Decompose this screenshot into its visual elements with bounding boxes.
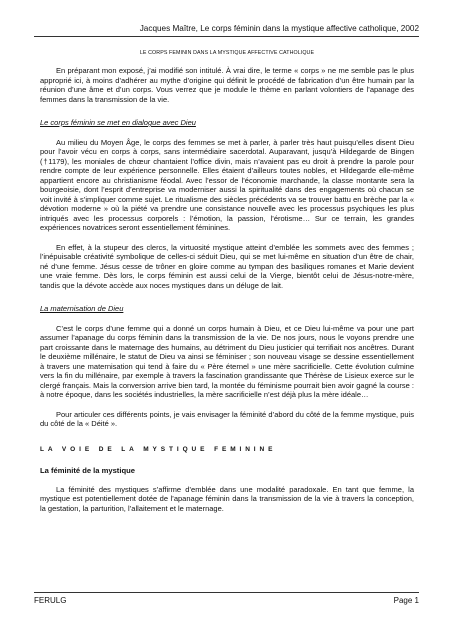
paragraph-feminite: La féminité des mystiques s’affirme d’emblée dans une modalité paradoxale. En tant que femme, la mystique est potentiellement dotée de l’apanage féminin dans la transmission de la vie à travers la conception, la gestation, la parturition, l’allaitement et le maternage. [40, 484, 414, 513]
paragraph-stupeur-clercs: En effet, à la stupeur des clercs, la virtuosité mystique atteint d’emblée les sommets avec des femmes ; l’inépuisable créativité symbolique de celles-ci séduit Dieu, qui se met lui-même en situation d’un être de chair, né d’une femme. Jésus cesse de trôner en gloire comme au tympan des basiliques romanes et Marie devient une vraie femme. Dès lors, le corps féminin est aussi celui de la Vierge, bientôt celui de Jésus-notre-mère, tandis que la dévote accède aux noces mystiques dans un déluge de lait. [40, 242, 414, 290]
running-header: Jacques Maître, Le corps féminin dans la mystique affective catholique, 2002 [34, 24, 419, 37]
page-footer [34, 592, 419, 605]
section-title: LE CORPS FEMININ DANS LA MYSTIQUE AFFECTIVE CATHOLIQUE [139, 50, 315, 56]
footer-organization: FERULG [34, 596, 67, 605]
paragraph-moyen-age: Au milieu du Moyen Âge, le corps des femmes se met à parler, à parler très haut puisqu’elles disent Dieu pour l’avoir vécu en corps à corps, sans intermédiaire sacerdotal. Auparavant, jusqu’à Hildegarde de Bingen (†1179), les moniales de chœur chantaient l’office divin, mais n’avaient pas eu droit à prendre la parole pour rendre compte de leur expérience personnelle. Elles étaient d’ailleurs toutes nobles, et Hildegarde elle-même appartient encore au christianisme féodal. Avec l’essor de l’économie marchande, la classe montante sera la bourgeoisie, dont l’esprit d’entreprise va moderniser aussi la spiritualité dans des engagements où chacun se voit invité à s’impliquer comme sujet. Le ritualisme des siècles précédents va se trouver battu en brèche par la « dévotion moderne » où la piété va prendre une consistance nouvelle avec les processus psychiques les plus intriqués avec les processus corporels : l’émotion, la passion, l’érotisme… Sur ce terrain, les grandes expériences novatrices seront essentiellement féminines. [40, 137, 414, 232]
paragraph-corps-femme: C’est le corps d’une femme qui a donné un corps humain à Dieu, et ce Dieu lui-même va pour une part assumer l’apanage du corps féminin dans la transmission de la vie. De nos jours, nous le voyons prendre une part croissante dans le maternage des humains, au détriment du Dieu justicier qui terrifiait nos ancêtres. Durant le deuxième millénaire, le statut de Dieu va ainsi se féminiser ; son nouveau visage se dessine essentiellement à travers une maternisation qui tend à faire du « Père éternel » une mère sacrificielle. Cette évolution culmine vers la fin du millénaire, par exemple à travers la fascination grandissante que Thérèse de Lisieux exerce sur le clergé français. Mais la conversion arrive bien tard, la montée du féminisme pourrait bien avoir gagné la course : à notre époque, dans les sociétés industrielles, la mère sacrificielle n’est déjà plus la mère idéale… [40, 323, 414, 399]
section-heading-voie-mystique: LA VOIE DE LA MYSTIQUE FEMININE [40, 445, 277, 453]
heading-feminite-mystique: La féminité de la mystique [40, 465, 135, 475]
page-body [40, 50, 414, 513]
page-number: Page 1 [393, 596, 419, 605]
subheading-dialogue: Le corps féminin se met en dialogue avec Dieu [40, 118, 196, 127]
paragraph-articuler: Pour articuler ces différents points, je vais envisager la féminité d’abord du côté de la femme mystique, puis du côté de la « Déité ». [40, 409, 414, 428]
intro-paragraph: En préparant mon exposé, j’ai modifié son intitulé. À vrai dire, le terme « corps » ne me semble pas le plus approprié ici, à moins d’adhérer au mythe d’origine qui définit le procédé de fabrication d’un être humain par la réunion d’une âme et d’un corps. Vous verrez que je module le thème en parlant volontiers de l’apanage des femmes dans la transmission de la vie. [40, 66, 414, 104]
subheading-maternisation: La maternisation de Dieu [40, 304, 124, 313]
